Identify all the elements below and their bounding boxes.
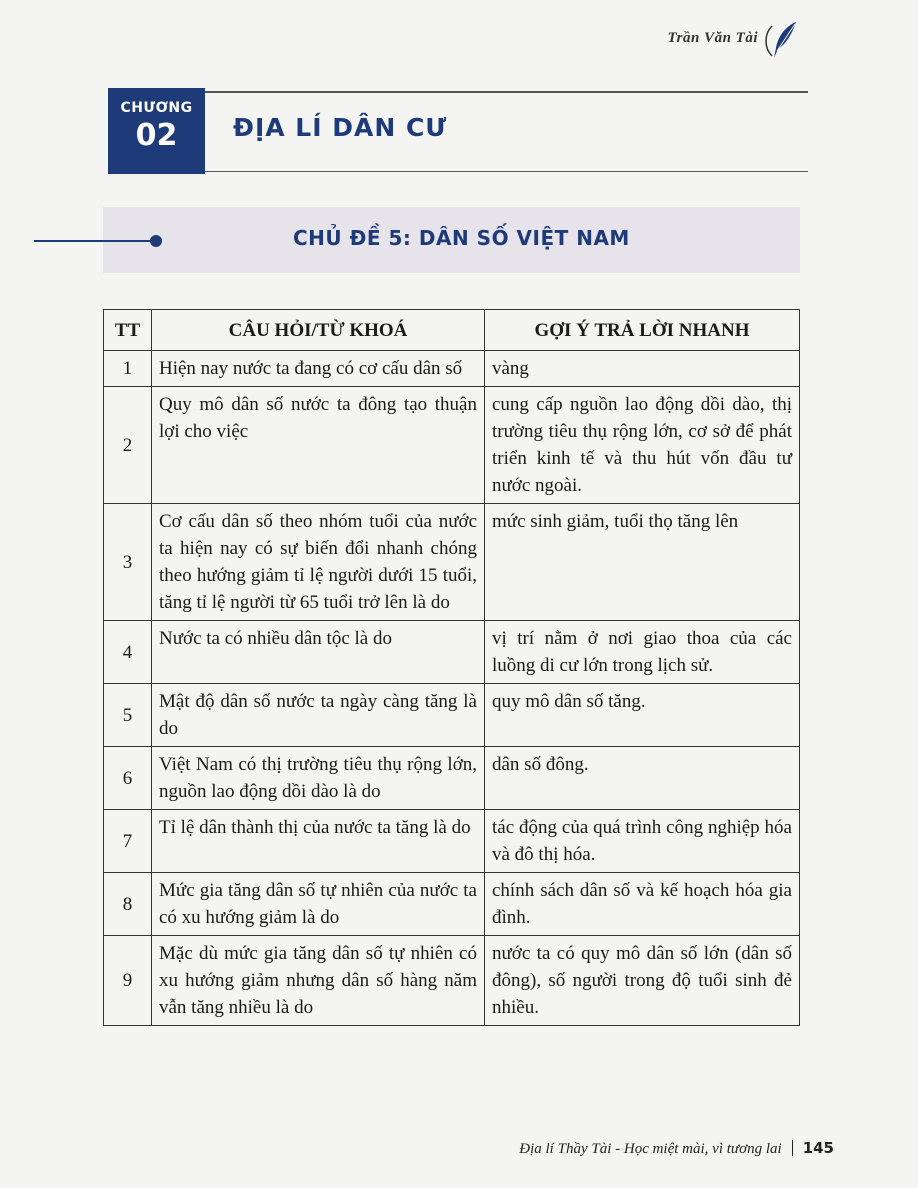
row-number: 4 xyxy=(104,621,152,684)
header-tt: TT xyxy=(104,310,152,351)
row-question: Mật độ dân số nước ta ngày càng tăng là do xyxy=(152,684,485,747)
row-answer: mức sinh giảm, tuổi thọ tăng lên xyxy=(485,504,800,621)
table-row xyxy=(104,936,800,1026)
row-number: 1 xyxy=(104,351,152,387)
topic-title: CHỦ ĐỀ 5: DÂN SỐ VIỆT NAM xyxy=(293,226,630,250)
header-answer: GỢI Ý TRẢ LỜI NHANH xyxy=(485,310,800,351)
row-answer: vàng xyxy=(485,351,800,387)
footer xyxy=(519,1139,834,1158)
row-question: Việt Nam có thị trường tiêu thụ rộng lớn, nguồn lao động dồi dào là do xyxy=(152,747,485,810)
row-answer: dân số đông. xyxy=(485,747,800,810)
chapter-title: ĐỊA LÍ DÂN CƯ xyxy=(233,113,448,142)
table-row xyxy=(104,351,800,387)
table-row xyxy=(104,504,800,621)
row-answer: tác động của quá trình công nghiệp hóa và đô thị hóa. xyxy=(485,810,800,873)
page-number: 145 xyxy=(802,1139,834,1157)
row-number: 5 xyxy=(104,684,152,747)
row-question: Quy mô dân số nước ta đông tạo thuận lợi cho việc xyxy=(152,387,485,504)
row-number: 2 xyxy=(104,387,152,504)
footer-separator xyxy=(792,1140,793,1156)
chapter-label: CHƯƠNG xyxy=(120,100,193,116)
row-answer: chính sách dân số và kế hoạch hóa gia đình. xyxy=(485,873,800,936)
chapter-rule-top xyxy=(205,91,808,93)
topic-line-decoration xyxy=(34,240,158,242)
row-question: Tỉ lệ dân thành thị của nước ta tăng là do xyxy=(152,810,485,873)
footer-tagline: Địa lí Thầy Tài - Học miệt mài, vì tương lai xyxy=(519,1141,782,1157)
row-question: Mặc dù mức gia tăng dân số tự nhiên có xu hướng giảm nhưng dân số hàng năm vẫn tăng nhiều là do xyxy=(152,936,485,1026)
quill-icon xyxy=(762,18,800,62)
row-answer: quy mô dân số tăng. xyxy=(485,684,800,747)
row-number: 3 xyxy=(104,504,152,621)
table-row xyxy=(104,684,800,747)
author-name: Trần Văn Tài xyxy=(667,30,758,46)
table-row xyxy=(104,810,800,873)
row-question: Cơ cấu dân số theo nhóm tuổi của nước ta hiện nay có sự biến đổi nhanh chóng theo hướng giảm tỉ lệ người dưới 15 tuổi, tăng tỉ lệ người từ 65 tuổi trở lên là do xyxy=(152,504,485,621)
chapter-badge xyxy=(108,88,205,174)
table-row xyxy=(104,747,800,810)
table-row xyxy=(104,621,800,684)
row-number: 6 xyxy=(104,747,152,810)
row-answer: nước ta có quy mô dân số lớn (dân số đông), số người trong độ tuổi sinh đẻ nhiều. xyxy=(485,936,800,1026)
row-question: Nước ta có nhiều dân tộc là do xyxy=(152,621,485,684)
row-answer: cung cấp nguồn lao động dồi dào, thị trường tiêu thụ rộng lớn, cơ sở để phát triển kinh tế và thu hút vốn đầu tư nước ngoài. xyxy=(485,387,800,504)
row-number: 9 xyxy=(104,936,152,1026)
row-number: 7 xyxy=(104,810,152,873)
header-question: CÂU HỎI/TỪ KHOÁ xyxy=(152,310,485,351)
table-row xyxy=(104,873,800,936)
table-row xyxy=(104,387,800,504)
row-answer: vị trí nằm ở nơi giao thoa của các luồng di cư lớn trong lịch sử. xyxy=(485,621,800,684)
qa-table xyxy=(103,309,800,1026)
row-question: Mức gia tăng dân số tự nhiên của nước ta có xu hướng giảm là do xyxy=(152,873,485,936)
row-question: Hiện nay nước ta đang có cơ cấu dân số xyxy=(152,351,485,387)
topic-dot-decoration xyxy=(150,235,162,247)
table-header-row xyxy=(104,310,800,351)
chapter-number: 02 xyxy=(135,118,178,153)
row-number: 8 xyxy=(104,873,152,936)
chapter-rule-bottom xyxy=(205,171,808,172)
